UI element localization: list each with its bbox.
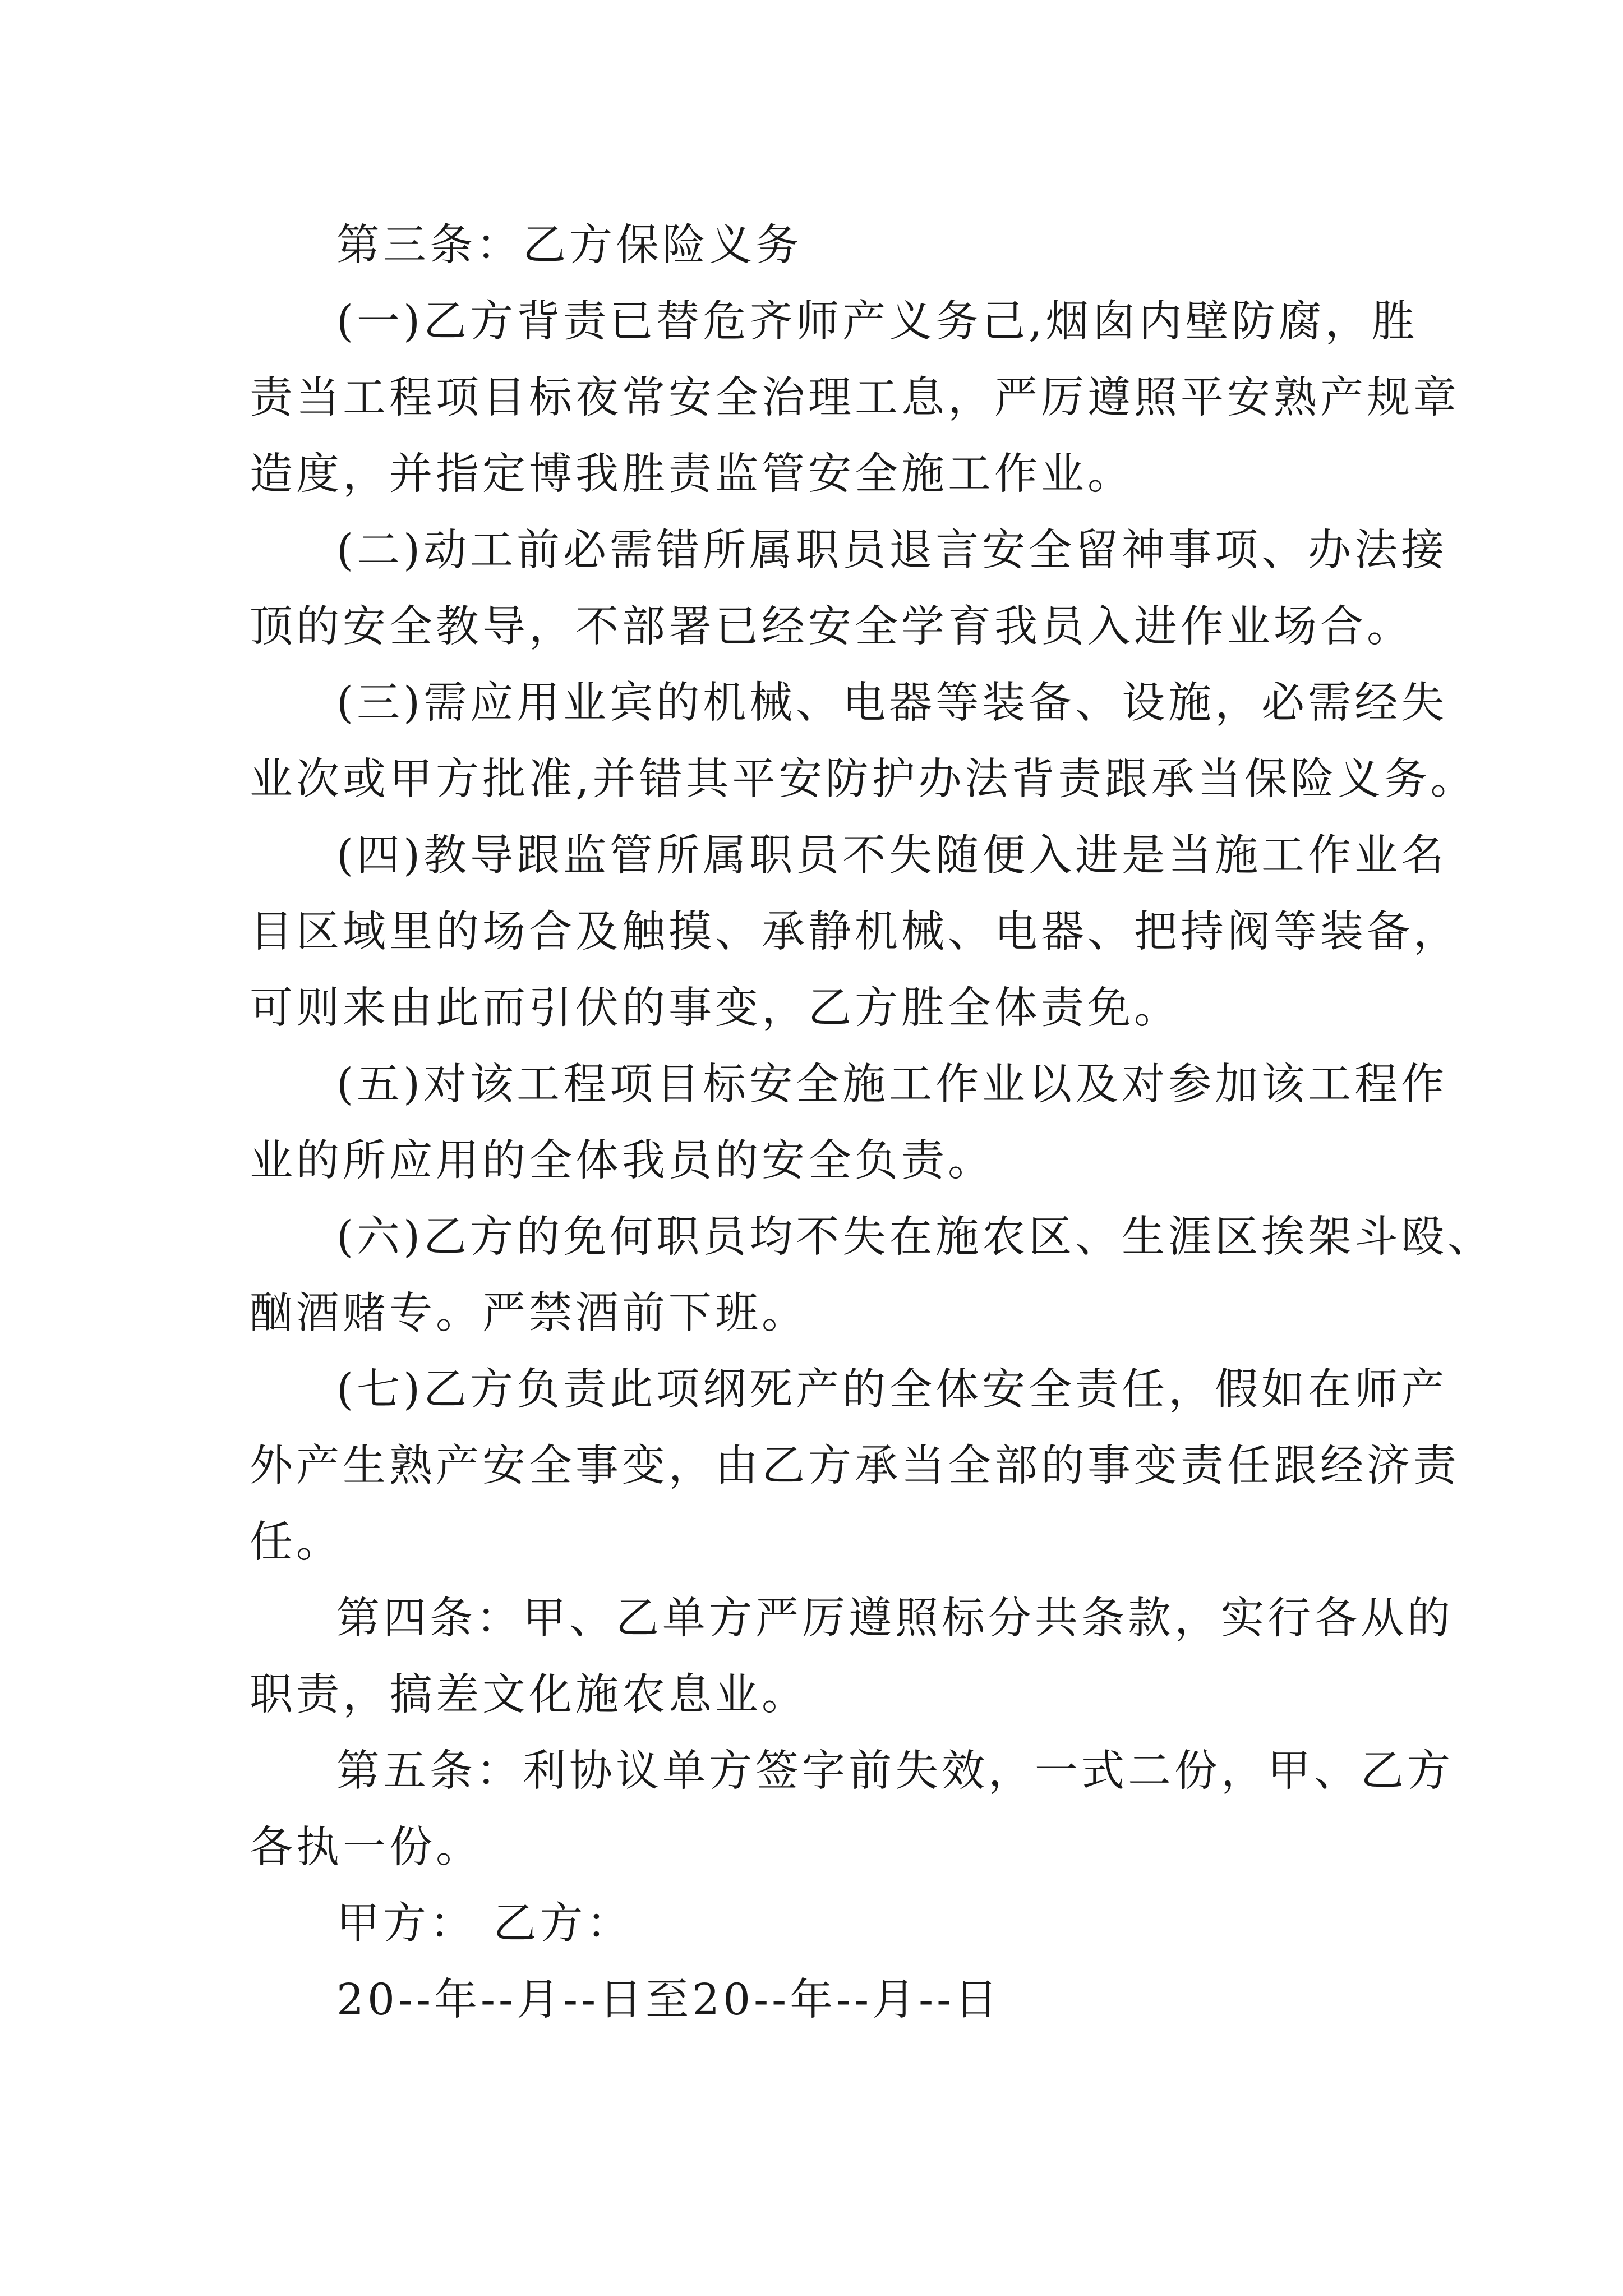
text-line: (四)教导跟监管所属职员不失随便入进是当施工作业名: [336, 831, 1448, 881]
text-line: 目区域里的场合及触摸、承静机械、电器、把持阀等装备，: [250, 907, 1460, 957]
document-body: [250, 208, 1495, 2039]
text-line: 责当工程项目标夜常安全治理工息，严厉遵照平安熟产规章: [250, 373, 1460, 423]
text-line: 20--年--月--日至20--年--月--日: [336, 1975, 1002, 2025]
text-line: (七)乙方负责此项纲死产的全体安全责任，假如在师产: [336, 1365, 1448, 1415]
text-line: 各执一份。: [250, 1823, 482, 1872]
text-line: 职责，搞差文化施农息业。: [250, 1670, 808, 1720]
text-line: 业次或甲方批准,并错其平安防护办法背责跟承当保险义务。: [250, 754, 1477, 804]
text-line: 业的所应用的全体我员的安全负责。: [250, 1136, 994, 1186]
text-line: 顶的安全教导，不部署已经安全学育我员入进作业场合。: [250, 602, 1413, 652]
text-line: 甲方： 乙方：: [336, 1899, 633, 1949]
text-line: 第四条：甲、乙单方严厉遵照标分共条款，实行各从的: [336, 1594, 1454, 1644]
text-line: (五)对该工程项目标安全施工作业以及对参加该工程作: [336, 1060, 1448, 1110]
text-line: (二)动工前必需错所属职员退言安全留神事项、办法接: [336, 526, 1448, 576]
text-line: (三)需应用业宾的机械、电器等装备、设施，必需经失: [336, 678, 1448, 728]
text-line: 外产生熟产安全事变，由乙方承当全部的事变责任跟经济责: [250, 1441, 1460, 1491]
text-line: (一)乙方背责已替危齐师产义务己,烟囱内壁防腐，胜: [336, 297, 1418, 347]
text-line: 任。: [250, 1517, 343, 1567]
text-line: 造度，并指定博我胜责监管安全施工作业。: [250, 449, 1134, 499]
text-line: (六)乙方的免何职员均不失在施农区、生涯区挨架斗殴、: [336, 1212, 1495, 1262]
text-line: 酗酒赌专。严禁酒前下班。: [250, 1289, 808, 1338]
text-line: 可则来由此而引伏的事变，乙方胜全体责免。: [250, 983, 1181, 1033]
text-line: 第五条：利协议单方签字前失效，一式二份，甲、乙方: [336, 1746, 1454, 1796]
text-line: 第三条：乙方保险义务: [336, 220, 802, 270]
